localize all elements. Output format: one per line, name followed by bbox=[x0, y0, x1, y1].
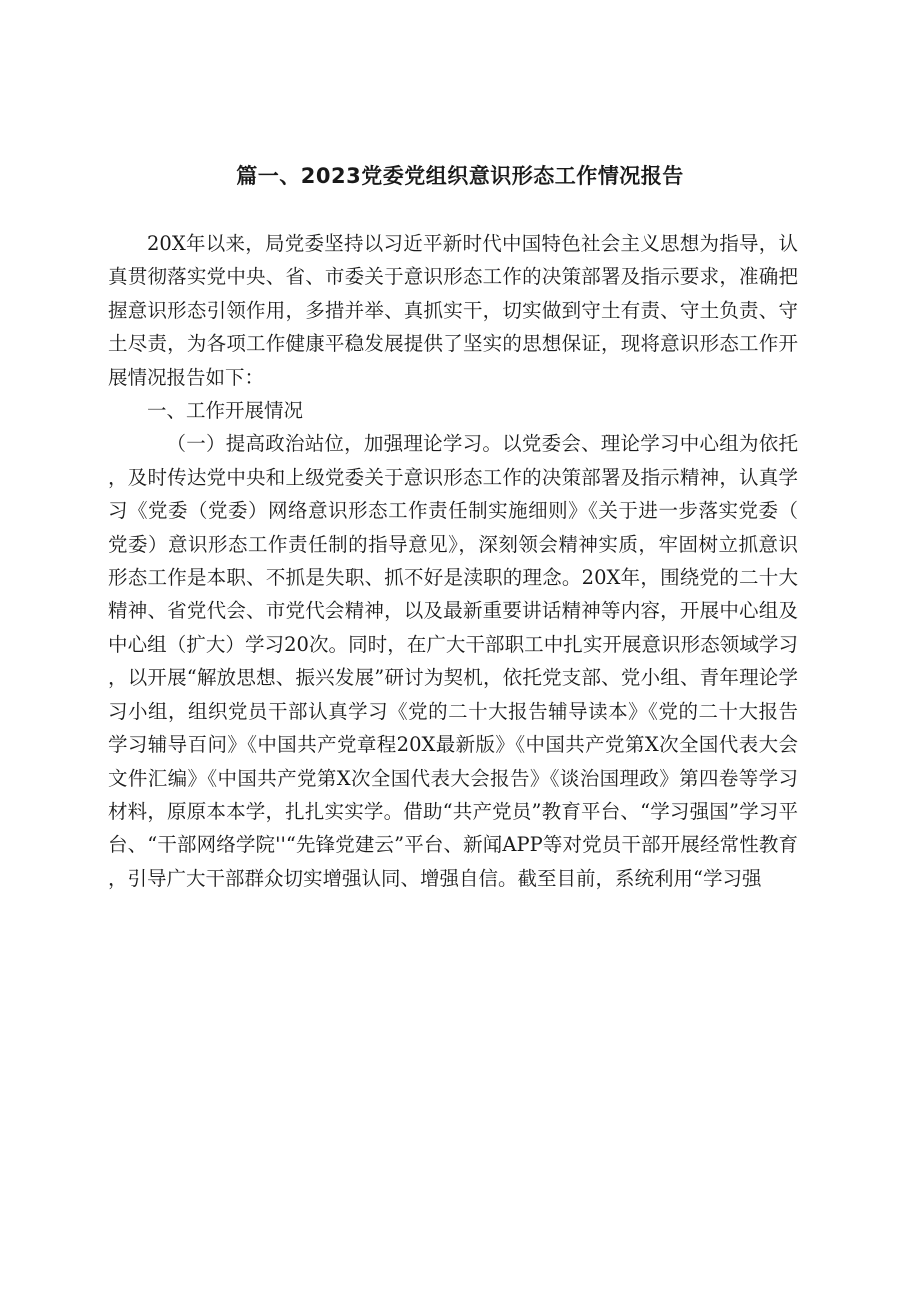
subsection-paragraph: （一）提高政治站位，加强理论学习。以党委会、理论学习中心组为依托，及时传达党中央和上级党委关于意识形态工作的决策部署及指示精神，认真学习《党委（党委）网络意识形态工作责任制实施细则》《关于进一步落实党委（党委）意识形态工作责任制的指导意见》，深刻领会精神实质，牢固树立抓意识形态工作是本职、不抓是失职、抓不好是渎职的理念。20X年，围绕党的二十大精神、省党代会、市党代会精神，以及最新重要讲话精神等内容，开展中心组及中心组（扩大）学习20次。同时，在广大干部职工中扎实开展意识形态领域学习，以开展“解放思想、振兴发展”研讨为契机，依托党支部、党小组、青年理论学习小组，组织党员干部认真学习《党的二十大报告辅导读本》《党的二十大报告学习辅导百问》《中国共产党章程20X最新版》《中国共产党第X次全国代表大会文件汇编》《中国共产党第X次全国代表大会报告》《谈治国理政》第四卷等学习材料，原原本本学，扎扎实实学。借助“共产党员”教育平台、“学习强国”学习平台、“干部网络学院''“先锋党建云”平台、新闻APP等对党员干部开展经常性教育，引导广大干部群众切实增强认同、增强自信。截至目前，系统利用“学习强 bbox=[108, 432, 798, 890]
document-body bbox=[108, 227, 798, 895]
intro-paragraph: 20X年以来，局党委坚持以习近平新时代中国特色社会主义思想为指导，认真贯彻落实党中央、省、市委关于意识形态工作的决策部署及指示要求，准确把握意识形态引领作用，多措并举、真抓实干，切实做到守土有责、守土负责、守土尽责，为各项工作健康平稳发展提供了坚实的思想保证，现将意识形态工作开展情况报告如下： bbox=[108, 232, 798, 389]
document-title: 篇一、2023党委党组织意识形态工作情况报告 bbox=[236, 164, 684, 188]
section-heading: 一、工作开展情况 bbox=[147, 399, 304, 423]
